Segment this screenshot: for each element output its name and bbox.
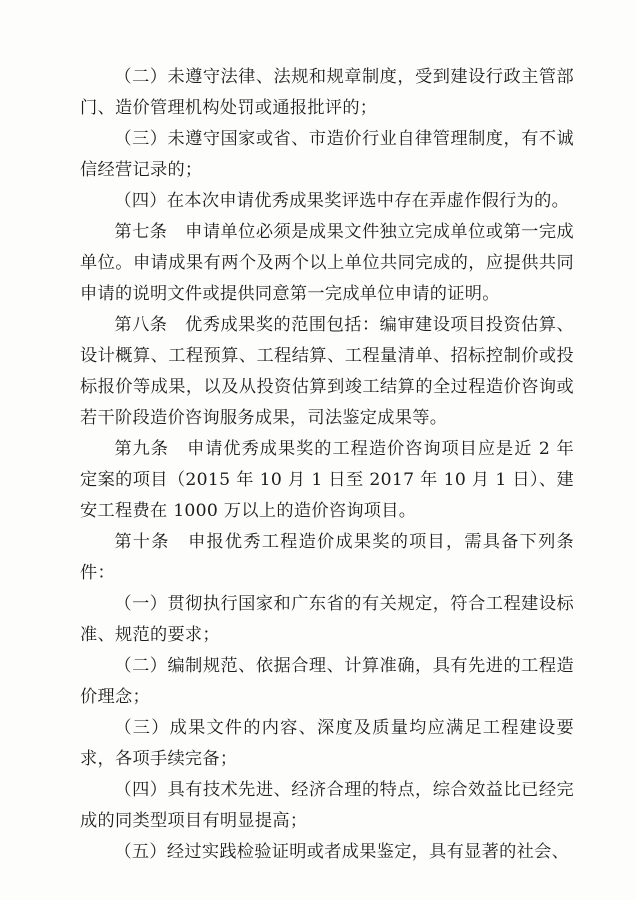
paragraph: （一）贯彻执行国家和广东省的有关规定，符合工程建设标准、规范的要求； [80,594,574,645]
paragraph: （四）具有技术先进、经济合理的特点，综合效益比已经完成的同类型项目有明显提高； [80,780,574,831]
paragraph: （二）未遵守法律、法规和规章制度，受到建设行政主管部门、造价管理机构处罚或通报批评的； [80,67,574,118]
paragraph: 第十条 申报优秀工程造价成果奖的项目，需具备下列条件： [80,532,574,583]
paragraph: 第九条 申请优秀成果奖的工程造价咨询项目应是近 2 年定案的项目（2015 年 10 月 1 日至 2017 年 10 月 1 日）、建安工程费在 1000 万以上的造价咨询项目。 [80,439,574,521]
paragraph: （三）未遵守国家或省、市造价行业自律管理制度，有不诚信经营记录的； [80,129,574,180]
paragraph: （二）编制规范、依据合理、计算准确，具有先进的工程造价理念； [80,656,574,707]
paragraph: 第八条 优秀成果奖的范围包括：编审建设项目投资估算、设计概算、工程预算、工程结算、工程量清单、招标控制价或投标报价等成果，以及从投资估算到竣工结算的全过程造价咨询或若干阶段造价咨询服务成果，司法鉴定成果等。 [80,315,574,428]
paragraph: （五）经过实践检验证明或者成果鉴定，具有显著的社会、 [114,842,570,862]
paragraph: 第七条 申请单位必须是成果文件独立完成单位或第一完成单位。申请成果有两个及两个以上单位共同完成的，应提供共同申请的说明文件或提供同意第一完成单位申请的证明。 [80,222,574,304]
paragraph: （四）在本次申请优秀成果奖评选中存在弄虚作假行为的。 [114,191,570,211]
document-body [80,62,574,868]
paragraph: （三）成果文件的内容、深度及质量均应满足工程建设要求，各项手续完备； [80,718,574,769]
